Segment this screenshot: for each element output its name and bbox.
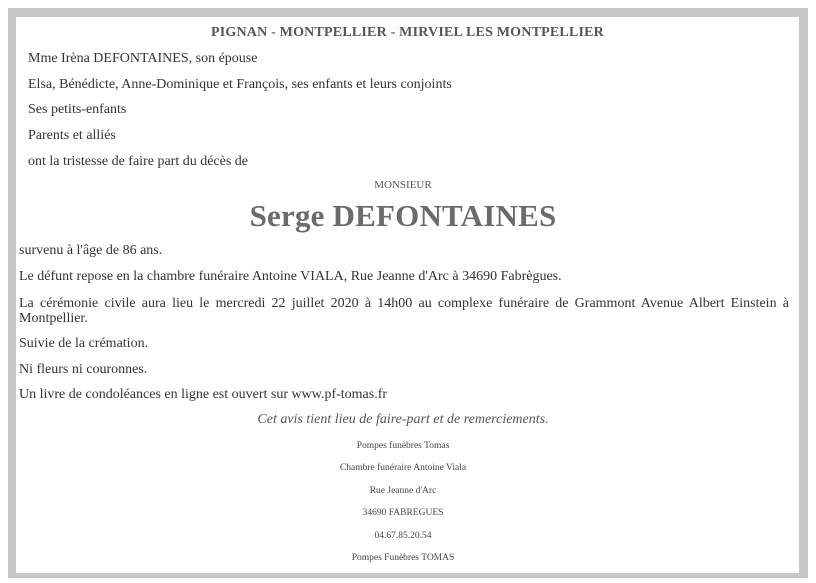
deceased-name: Serge DEFONTAINES bbox=[249, 198, 557, 233]
signature-brand: Pompes Funèbres TOMAS bbox=[351, 553, 455, 563]
signature-company: Pompes funèbres Tomas bbox=[356, 441, 450, 451]
family-line-relatives: Parents et alliés bbox=[28, 128, 116, 143]
obituary-notice bbox=[16, 17, 799, 573]
family-line-spouse: Mme Irèna DEFONTAINES, son épouse bbox=[28, 51, 258, 66]
family-line-grandchildren: Ses petits-enfants bbox=[28, 102, 127, 117]
family-line-children: Elsa, Bénédicte, Anne-Dominique et François, ses enfants et leurs conjoints bbox=[28, 77, 452, 92]
signature-chamber: Chambre funéraire Antoine Viala bbox=[339, 463, 467, 473]
closing-note: Cet avis tient lieu de faire-part et de remerciements. bbox=[257, 412, 549, 427]
detail-condolences: Un livre de condoléances en ligne est ouvert sur www.pf-tomas.fr bbox=[19, 387, 388, 402]
detail-age: survenu à l'âge de 86 ans. bbox=[19, 243, 163, 258]
signature-city: 34690 FABREGUES bbox=[362, 508, 444, 518]
family-line-announcement: ont la tristesse de faire part du décès de bbox=[28, 154, 249, 169]
deceased-title: MONSIEUR bbox=[374, 179, 432, 191]
detail-repose: Le défunt repose en la chambre funéraire Antoine VIALA, Rue Jeanne d'Arc à 34690 Fabrègues. bbox=[19, 269, 562, 284]
signature-street: Rue Jeanne d'Arc bbox=[369, 486, 437, 496]
detail-ceremony: La cérémonie civile aura lieu le mercredi 22 juillet 2020 à 14h00 au complexe funéraire de Grammont Avenue Albert Einstein à Montpellier. bbox=[19, 296, 789, 326]
signature-phone: 04.67.85.20.54 bbox=[374, 531, 432, 541]
detail-cremation: Suivie de la crémation. bbox=[19, 336, 149, 351]
notice-heading: PIGNAN - MONTPELLIER - MIRVIEL LES MONTPELLIER bbox=[211, 25, 604, 40]
detail-flowers: Ni fleurs ni couronnes. bbox=[19, 362, 148, 377]
